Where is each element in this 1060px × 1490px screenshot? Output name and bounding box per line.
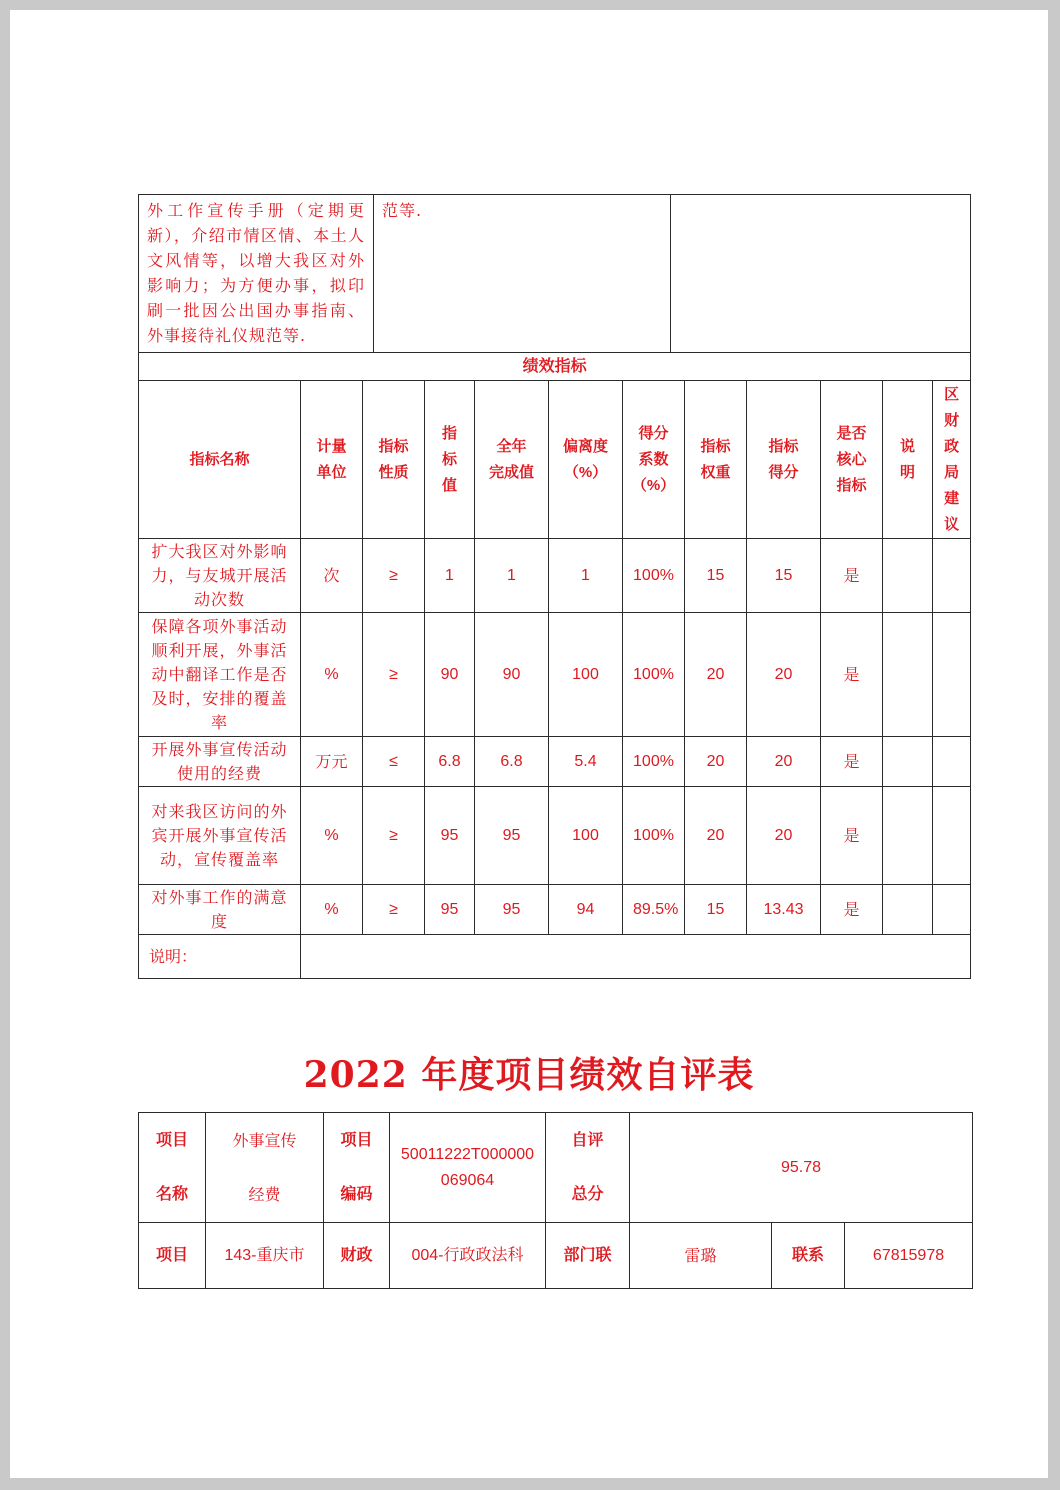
row-value: 95	[425, 787, 475, 885]
row-advice	[933, 539, 971, 613]
self-eval-table	[138, 1112, 973, 1289]
row-unit: %	[301, 885, 363, 935]
row-score: 15	[747, 539, 821, 613]
label-contact: 联系	[772, 1223, 845, 1289]
row-note	[883, 787, 933, 885]
header-unit: 计量 单位	[301, 381, 363, 539]
performance-table	[138, 352, 971, 979]
row-weight: 15	[685, 885, 747, 935]
row-name: 开展外事宣传活动使用的经费	[139, 737, 301, 787]
footer-label: 说明：	[139, 935, 301, 979]
row-note	[883, 737, 933, 787]
row-coef: 100%	[623, 737, 685, 787]
row-actual: 90	[475, 613, 549, 737]
row-core: 是	[821, 539, 883, 613]
row-actual: 1	[475, 539, 549, 613]
header-score: 指标 得分	[747, 381, 821, 539]
row-weight: 20	[685, 737, 747, 787]
row-advice	[933, 613, 971, 737]
label-project-name: 项目 名称	[139, 1113, 206, 1223]
row-score: 20	[747, 613, 821, 737]
continuation-right-text	[671, 195, 971, 353]
row-deviation: 94	[549, 885, 623, 935]
label-project-code: 项目 编码	[324, 1113, 390, 1223]
header-actual: 全年 完成值	[475, 381, 549, 539]
row-coef: 100%	[623, 613, 685, 737]
row-weight: 20	[685, 613, 747, 737]
row-name: 对来我区访问的外宾开展外事宣传活动，宣传覆盖率	[139, 787, 301, 885]
header-core: 是否 核心 指标	[821, 381, 883, 539]
row-unit: %	[301, 613, 363, 737]
row-unit: 万元	[301, 737, 363, 787]
row-coef: 100%	[623, 787, 685, 885]
table-row	[139, 539, 971, 613]
header-note: 说 明	[883, 381, 933, 539]
document-page	[10, 10, 1048, 1478]
row-deviation: 100	[549, 787, 623, 885]
row-actual: 95	[475, 787, 549, 885]
project-code-value: 50011222T000000069064	[390, 1113, 546, 1223]
label-total-score: 自评 总分	[546, 1113, 630, 1223]
continuation-left-text: 外工作宣传手册（定期更新），介绍市情区情、本土人文风情等，以增大我区对外影响力；为方便办事，拟印刷一批因公出国办事指南、外事接待礼仪规范等.	[139, 195, 374, 353]
row-core: 是	[821, 885, 883, 935]
header-weight: 指标 权重	[685, 381, 747, 539]
row-value: 90	[425, 613, 475, 737]
table-row	[139, 613, 971, 737]
performance-footer-row	[139, 935, 971, 979]
row-name: 对外事工作的满意度	[139, 885, 301, 935]
row-note	[883, 885, 933, 935]
row-deviation: 1	[549, 539, 623, 613]
row-actual: 6.8	[475, 737, 549, 787]
row-note	[883, 539, 933, 613]
row-nature: ≥	[363, 787, 425, 885]
table-row	[139, 737, 971, 787]
row-name: 扩大我区对外影响力，与友城开展活动次数	[139, 539, 301, 613]
row-value: 6.8	[425, 737, 475, 787]
row-weight: 15	[685, 539, 747, 613]
row-unit: 次	[301, 539, 363, 613]
header-deviation: 偏离度 （%）	[549, 381, 623, 539]
finance-dept-value: 004-行政政法科	[390, 1223, 546, 1289]
continuation-middle-text: 范等.	[374, 195, 671, 353]
header-name: 指标名称	[139, 381, 301, 539]
row-core: 是	[821, 613, 883, 737]
header-advice: 区 财 政 局 建 议	[933, 381, 971, 539]
row-core: 是	[821, 787, 883, 885]
row-advice	[933, 885, 971, 935]
row-weight: 20	[685, 787, 747, 885]
row-deviation: 5.4	[549, 737, 623, 787]
row-nature: ≥	[363, 885, 425, 935]
total-score-value: 95.78	[630, 1113, 973, 1223]
label-finance: 财政	[324, 1223, 390, 1289]
continuation-table	[138, 194, 971, 353]
row-unit: %	[301, 787, 363, 885]
row-nature: ≤	[363, 737, 425, 787]
label-dept-contact: 部门联	[546, 1223, 630, 1289]
row-advice	[933, 787, 971, 885]
row-value: 95	[425, 885, 475, 935]
table-row	[139, 885, 971, 935]
row-core: 是	[821, 737, 883, 787]
performance-header-row	[139, 381, 971, 539]
row-coef: 100%	[623, 539, 685, 613]
row-score: 13.43	[747, 885, 821, 935]
header-coef: 得分 系数 （%）	[623, 381, 685, 539]
row-name: 保障各项外事活动顺利开展，外事活动中翻译工作是否及时，安排的覆盖率	[139, 613, 301, 737]
contact-person-value: 雷璐	[630, 1223, 772, 1289]
row-advice	[933, 737, 971, 787]
header-value: 指 标 值	[425, 381, 475, 539]
row-nature: ≥	[363, 613, 425, 737]
performance-section-title: 绩效指标	[139, 353, 971, 381]
row-score: 20	[747, 737, 821, 787]
row-nature: ≥	[363, 539, 425, 613]
self-eval-title: 2022 年度项目绩效自评表	[303, 1054, 755, 1096]
row-deviation: 100	[549, 613, 623, 737]
row-note	[883, 613, 933, 737]
region-value: 143-重庆市	[206, 1223, 324, 1289]
footer-value	[301, 935, 971, 979]
label-project: 项目	[139, 1223, 206, 1289]
row-score: 20	[747, 787, 821, 885]
project-name-value: 外事宣传 经费	[206, 1113, 324, 1223]
row-actual: 95	[475, 885, 549, 935]
phone-value: 67815978	[845, 1223, 973, 1289]
row-value: 1	[425, 539, 475, 613]
table-row	[139, 787, 971, 885]
row-coef: 89.5%	[623, 885, 685, 935]
header-nature: 指标 性质	[363, 381, 425, 539]
